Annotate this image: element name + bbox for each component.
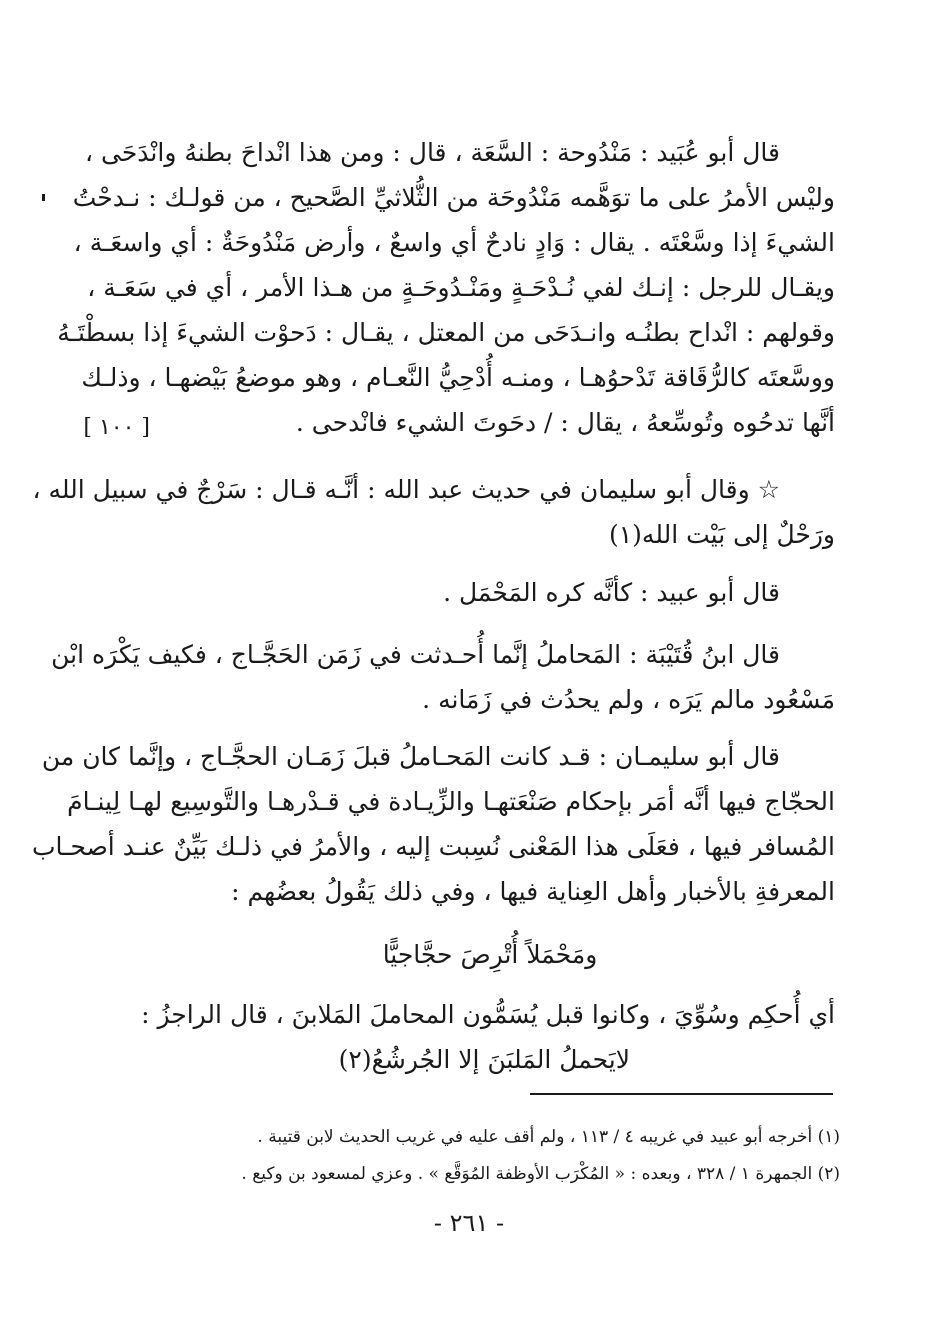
verse-line: ومَحْمَلاً أُتْرِصَ حجَّاجيًّا — [382, 940, 598, 969]
footnote: (١) أخرجه أبو عبيد في غريبه ٤ / ١١٣ ، ولم أقف عليه في غريب الحديث لابن قتيبة . — [257, 1127, 840, 1147]
margin-mark — [42, 194, 45, 201]
text-line: المعرفةِ بالأخبار وأهل العِناية فيها ، وفي ذلك يَقُولُ بعضُهم : — [231, 877, 835, 906]
text-line: قال أبو سليمـان : قـد كانت المَحـاملُ قبلَ زَمَـان الحجَّـاج ، وإنَّما كان من — [41, 742, 780, 771]
footnote-separator — [530, 1093, 833, 1095]
text-line: أي أُحكِم وسُوِّيَ ، وكانوا قبل يُسَمُّون المحاملَ المَلابنَ ، قال الراجزُ : — [141, 1000, 835, 1029]
text-line: مَسْعُود مالم يَرَه ، ولم يحدُث في زَمَانه . — [422, 685, 835, 714]
text-line: ورَحْلٌ إلى بَيْت الله(١) — [608, 520, 835, 549]
text-line: ووسَّعتَه كالرُّقَاقة تَدْحوُهـا ، ومنـه أُدْحِيُّ النَّعـام ، وهو موضعُ بَيْضهـا ، وذلـك — [81, 363, 835, 392]
text-line: وليْس الأمرُ على ما توَهَّمه مَنْدُوحَة من الثُّلاثيِّ الصَّحيح ، من قولـك : نـدحْتُ — [72, 183, 835, 212]
footnote: (٢) الجمهرة ١ / ٣٢٨ ، وبعده : « المُكْرَب الأوظفة المُوَقَّع » . وعزي لمسعود بن وكيع . — [241, 1164, 840, 1184]
text-line: قال أبو عُبَيد : مَنْدُوحة : السَّعَة ، قال : ومن هذا انْداحَ بطنهُ وانْدَحَى ، — [85, 138, 780, 167]
text-line: الحجّاج فيها أنَّه أمَر بإحكام صَنْعَتهـا والزِّيـادة في قـدْرهـا والتَّوسِيع لهـا لِينـامَ — [67, 787, 835, 816]
text-line: ☆ وقال أبو سليمان في حديث عبد الله : أنَّـه قـال : سَرْجٌ في سبيل الله ، — [32, 475, 780, 504]
text-line: قال ابنُ قُتَيْبَة : المَحاملُ إنَّما أُحـدثت في زَمَن الحَجَّـاج ، فكيف يَكْرَه ابْن — [51, 640, 780, 669]
text-line: الشيءَ إذا وسَّعْتَه . يقال : وَادٍ نادحٌ أي واسعٌ ، وأرض مَنْدُوحَةٌ : أي واسعَـة ، — [73, 228, 835, 257]
page-number: - ٢٦١ - — [433, 1209, 505, 1237]
text-line: أنَّها تدحُوه وتُوسِّعهُ ، يقال : / دحَوتَ الشيء فانْدحى . — [295, 408, 835, 437]
verse-line: لايَحملُ المَلبَنَ إلا الجُرشُعُ(٢) — [338, 1045, 630, 1074]
text-line: قال أبو عبيد : كأنَّه كره المَحْمَل . — [443, 578, 780, 607]
text-line: ويقـال للرجل : إنـك لفي نُـدْحَـةٍ ومَنْـدُوحَـةٍ من هـذا الأمر ، أي في سَعَـة ، — [87, 273, 835, 302]
text-line: وقولهم : انْداح بطنُـه وانـدَحَى من المعتل ، يقـال : دَحوْت الشيءَ إذا بسطْتَـهُ — [57, 318, 835, 347]
text-line: المُسافر فيها ، فعَلَى هذا المَعْنى نُسِبت إليه ، والأمرُ في ذلـك بَيِّنٌ عنـد أصحـاب — [31, 832, 835, 861]
margin-page-reference: [ ١٠٠ ] — [83, 415, 150, 440]
